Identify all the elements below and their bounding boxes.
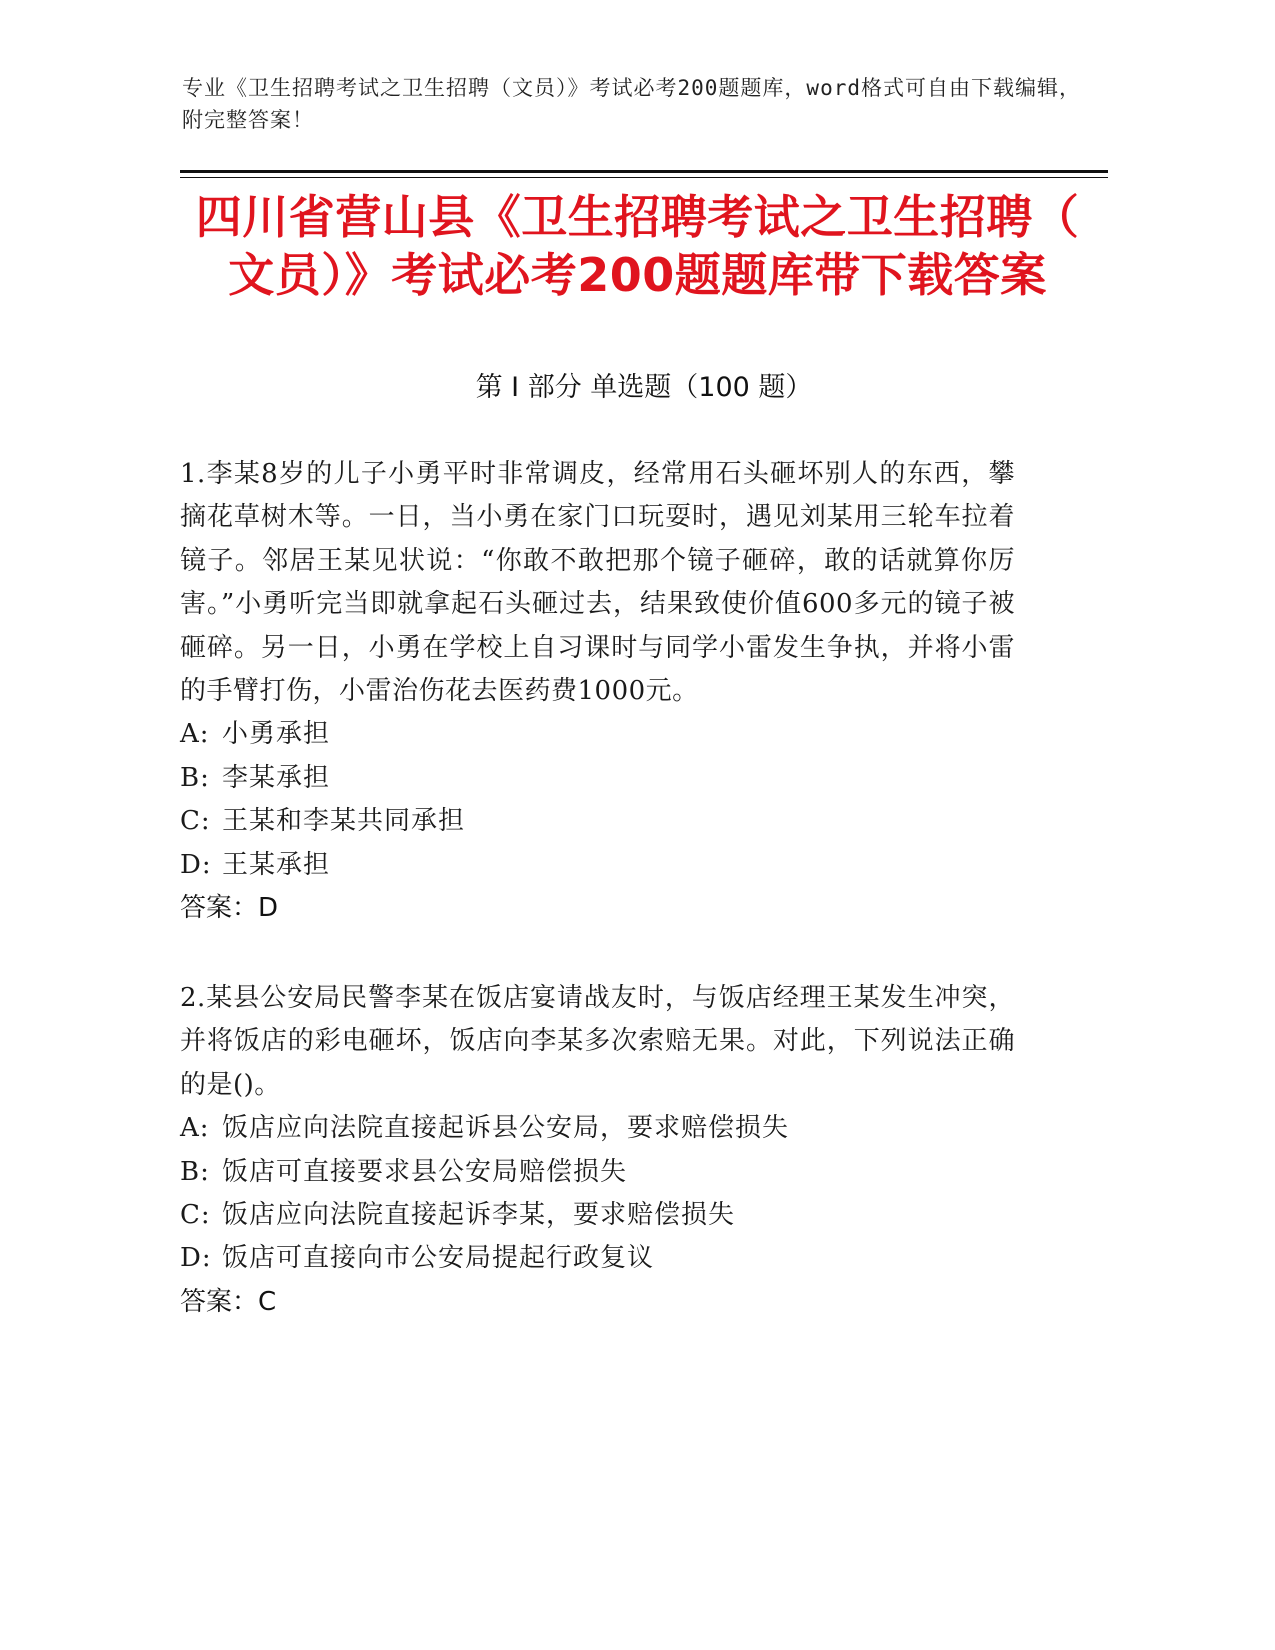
option-text: 饭店可直接要求县公安局赔偿损失 (222, 1156, 628, 1187)
option-b (180, 757, 1015, 800)
option-text: 王某和李某共同承担 (222, 806, 466, 837)
option-a (180, 713, 1015, 756)
option-d (180, 1237, 1015, 1280)
option-a (180, 1107, 1015, 1150)
document-title (150, 188, 1125, 304)
option-letter: B: (180, 762, 210, 793)
option-d (180, 844, 1015, 887)
option-text: 王某承担 (222, 849, 331, 880)
option-text: 李某承担 (222, 762, 331, 793)
question-2 (180, 977, 1015, 1324)
question-stem: 1.李某8岁的儿子小勇平时非常调皮，经常用石头砸坏别人的东西，攀摘花草树木等。一日，当小勇在家门口玩耍时，遇见刘某用三轮车拉着镜子。邻居王某见状说：“你敢不敢把那个镜子砸碎，敢的话就算你厉害。”小勇听完当即就拿起石头砸过去，结果致使价值600多元的镜子被砸碎。另一日，小勇在学校上自习课时与同学小雷发生争执，并将小雷的手臂打伤，小雷治伤花去医药费1000元。 (180, 459, 1015, 707)
option-letter: D: (180, 1243, 212, 1274)
question-stem: 2.某县公安局民警李某在饭店宴请战友时，与饭店经理王某发生冲突，并将饭店的彩电砸坏，饭店向李某多次索赔无果。对此，下列说法正确的是()。 (180, 983, 1015, 1100)
header-rule-thin (180, 177, 1108, 178)
option-c (180, 800, 1015, 843)
option-text: 饭店可直接向市公安局提起行政复议 (222, 1243, 655, 1274)
option-letter: C: (180, 806, 211, 837)
option-text: 饭店应向法院直接起诉县公安局，要求赔偿损失 (222, 1113, 790, 1144)
question-1 (180, 453, 1015, 930)
option-letter: A: (180, 719, 210, 750)
option-text: 饭店应向法院直接起诉李某，要求赔偿损失 (222, 1200, 736, 1231)
header-note: 专业《卫生招聘考试之卫生招聘（文员）》考试必考200题题库，word格式可自由下载编辑，附完整答案！ (182, 76, 1081, 132)
option-c (180, 1194, 1015, 1237)
option-text: 小勇承担 (222, 719, 331, 750)
header-rule-thick (180, 170, 1108, 173)
section-title: 第 I 部分 单选题（100 题） (475, 372, 813, 403)
option-letter: A: (180, 1113, 210, 1144)
option-letter: C: (180, 1200, 211, 1231)
document-title-line-2: 文员）》考试必考200题题库带下载答案 (228, 248, 1047, 302)
document-title-line-1: 四川省营山县《卫生招聘考试之卫生招聘（ (195, 190, 1080, 244)
option-letter: B: (180, 1156, 210, 1187)
option-b (180, 1151, 1015, 1194)
answer-label: 答案：C (180, 1286, 277, 1317)
option-letter: D: (180, 849, 212, 880)
answer-label: 答案：D (180, 893, 279, 924)
